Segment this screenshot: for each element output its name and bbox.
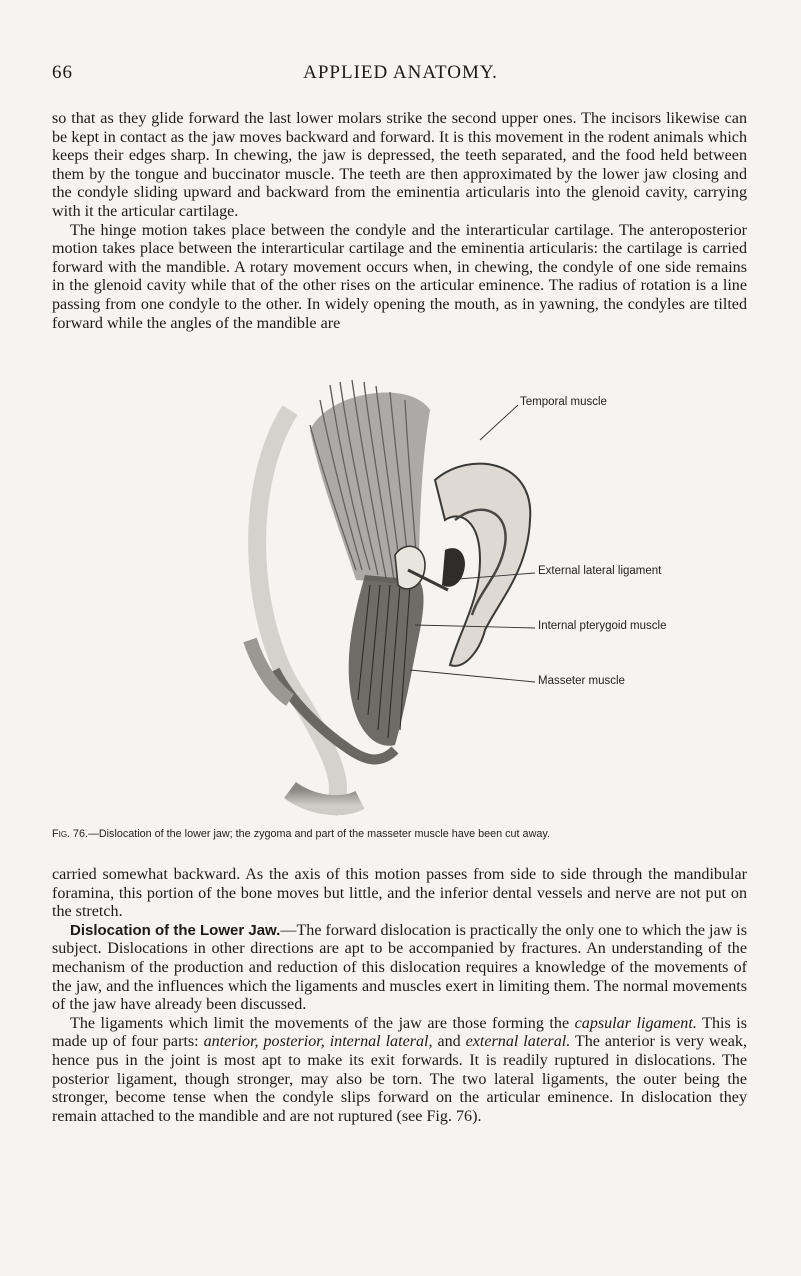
anatomy-figure <box>180 370 700 820</box>
paragraph: The hinge motion takes place between the condyle and the interarticular cartilage. The anteroposterior motion takes place between the interarticular cartilage and the eminentia articularis: the cartilage is carried forward with the mandible. A rotary movement occurs when, in chewing, the condyle of one side remains in the glenoid cavity while that of the other rises on the articular eminence. The radius of rotation is a line passing from one condyle to the other. In widely opening the mouth, as in yawning, the condyles are tilted forward while the angles of the mandible are <box>52 221 747 332</box>
section-heading: Dislocation of the Lower Jaw. <box>70 921 281 939</box>
term-external-lateral: external lateral. <box>465 1033 571 1051</box>
label-temporal-muscle: Temporal muscle <box>520 396 607 408</box>
body-text-bottom <box>52 866 747 1126</box>
figure-caption <box>52 828 752 840</box>
neck-shadow <box>290 790 360 805</box>
label-external-lateral-ligament: External lateral ligament <box>538 565 662 577</box>
paragraph-text: —The forward dislocation is practically the only one to which the jaw is subject. Dislocations in other directions are apt to be accompanied by fractures. An understanding of the mechanism of the production and reduction of this dislocation requires a knowledge of the movements of the jaw, and the influences which the ligaments and muscles exert in limiting them. The normal movements of the jaw have already been discussed. <box>52 921 748 1014</box>
text-run: The ligaments which limit the movements of the jaw are those forming the <box>70 1014 575 1032</box>
text-run: This is made up of four parts: <box>52 1014 747 1051</box>
paragraph: carried somewhat backward. As the axis of this motion passes from side to side through the mandibular foramina, this portion of the bone moves but little, and the inferior dental vessels and nerve are not put on the stretch. <box>52 866 747 921</box>
page-header <box>0 62 801 92</box>
ear-canal <box>442 548 465 587</box>
label-masseter-muscle: Masseter muscle <box>538 675 625 687</box>
page-number: 66 <box>52 62 73 83</box>
label-internal-pterygoid-muscle: Internal pterygoid muscle <box>538 620 667 632</box>
paragraph-dislocation <box>52 922 747 1015</box>
text-run: The anterior is very weak, hence pus in the joint is most apt to make its exit forwards. It is readily ruptured in dislocations. The posterior ligament, though stronger, may also be torn. The two lateral ligaments, the outer being the stronger, become tense when the condyle slips forward on the articular eminence. In dislocation they remain attached to the mandible and are not ruptured (see Fig. 76). <box>52 1033 747 1125</box>
body-text-top <box>52 110 747 333</box>
text-run: and <box>432 1033 466 1051</box>
paragraph: so that as they glide forward the last lower molars strike the second upper ones. The incisors likewise can be kept in contact as the jaw moves backward and forward. It is this movement in the rodent animals which keeps their edges sharp. In chewing, the jaw is depressed, the teeth separated, and the food held between them by the tongue and buccinator muscle. The teeth are then approximated by the lower jaw closing and the condyle sliding upward and backward from the eminentia articularis into the glenoid cavity, carrying with it the articular cartilage. <box>52 110 747 220</box>
caption-text: —Dislocation of the lower jaw; the zygoma and part of the masseter muscle have been cut away. <box>88 828 550 840</box>
term-capsular-ligament: capsular ligament. <box>574 1014 697 1032</box>
jaw-dislocation-illustration <box>180 370 700 820</box>
condyle <box>395 546 425 589</box>
masseter-muscle <box>349 575 424 746</box>
caption-prefix: Fig. 76. <box>52 828 89 840</box>
term-ligament-parts: anterior, posterior, internal lateral, <box>203 1033 433 1051</box>
running-title: APPLIED ANATOMY. <box>303 62 498 83</box>
paragraph-ligaments <box>52 1015 747 1127</box>
